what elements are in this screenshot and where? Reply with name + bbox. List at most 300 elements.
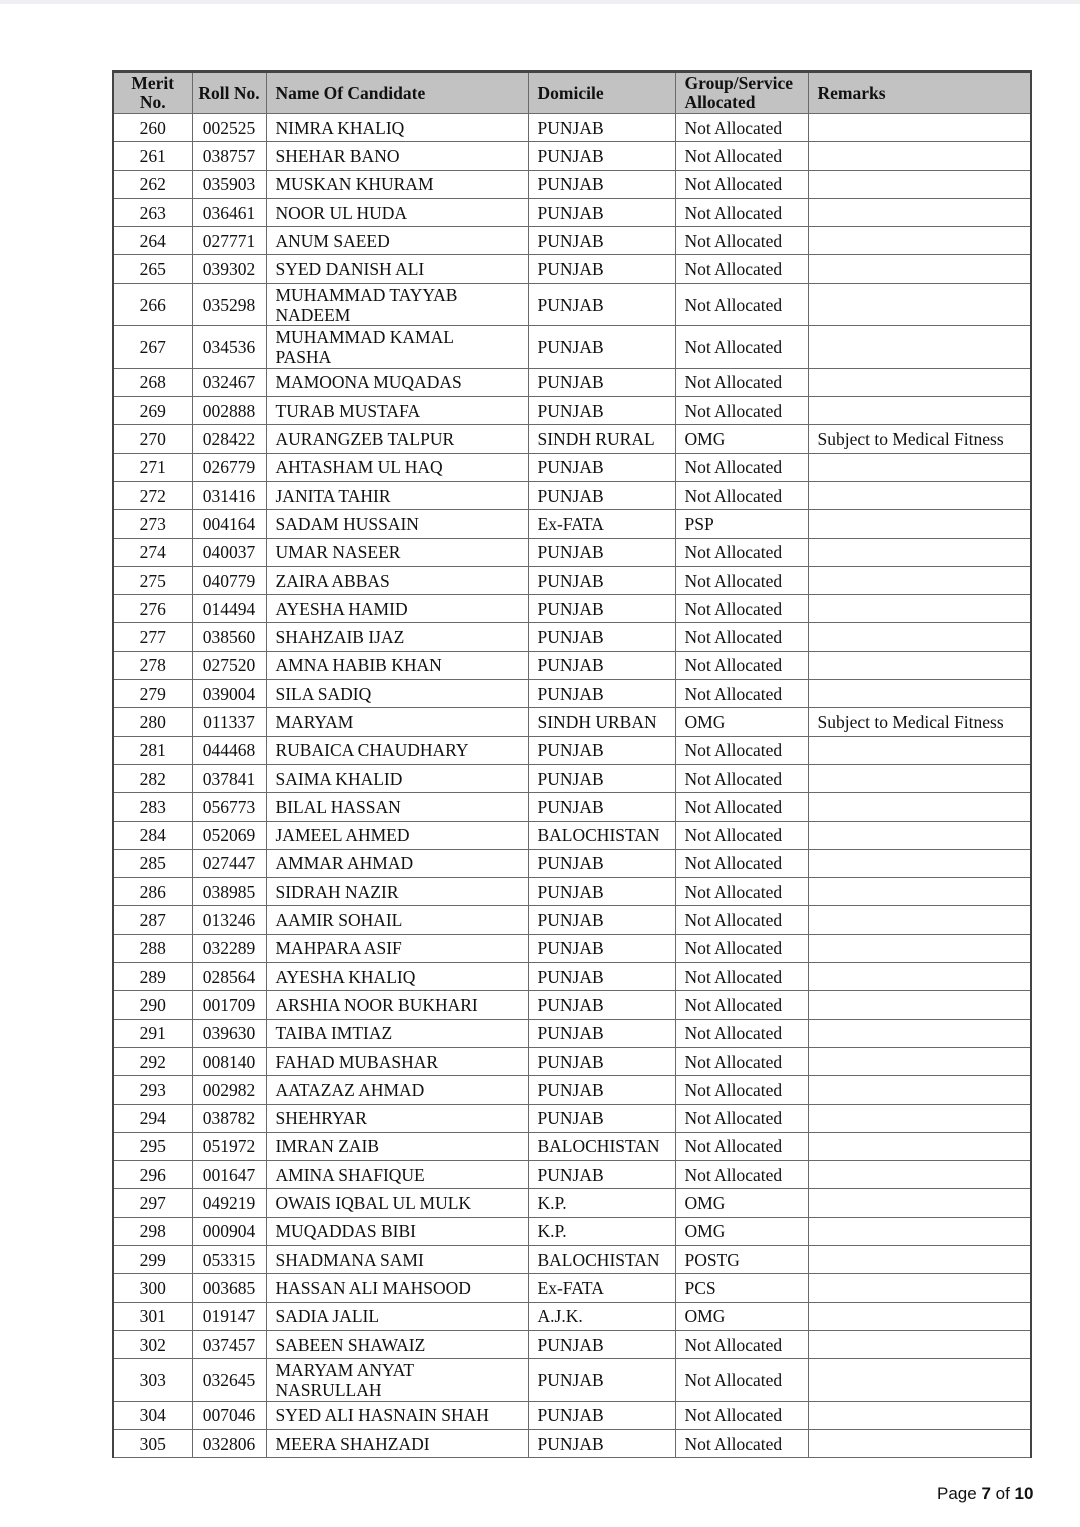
cell-remarks — [808, 198, 1031, 226]
cell-domicile: Ex-FATA — [528, 510, 675, 538]
cell-merit-no: 289 — [113, 963, 192, 991]
cell-roll-no: 028564 — [192, 963, 266, 991]
cell-roll-no: 011337 — [192, 708, 266, 736]
cell-remarks — [808, 1019, 1031, 1047]
cell-candidate-name: SHEHRYAR — [266, 1104, 528, 1132]
table-row — [113, 623, 1031, 651]
cell-domicile: PUNJAB — [528, 227, 675, 255]
cell-remarks — [808, 991, 1031, 1019]
cell-domicile: PUNJAB — [528, 453, 675, 481]
cell-roll-no: 001709 — [192, 991, 266, 1019]
cell-merit-no: 297 — [113, 1189, 192, 1217]
cell-roll-no: 032645 — [192, 1359, 266, 1402]
cell-domicile: PUNJAB — [528, 991, 675, 1019]
table-row — [113, 651, 1031, 679]
cell-remarks — [808, 142, 1031, 170]
table-row — [113, 142, 1031, 170]
cell-domicile: PUNJAB — [528, 764, 675, 792]
cell-merit-no: 260 — [113, 114, 192, 142]
cell-group-service: Not Allocated — [675, 595, 808, 623]
cell-candidate-name: NOOR UL HUDA — [266, 198, 528, 226]
cell-candidate-name: AMNA HABIB KHAN — [266, 651, 528, 679]
cell-merit-no: 302 — [113, 1330, 192, 1358]
cell-merit-no: 281 — [113, 736, 192, 764]
cell-domicile: PUNJAB — [528, 963, 675, 991]
cell-candidate-name: SABEEN SHAWAIZ — [266, 1330, 528, 1358]
cell-domicile: A.J.K. — [528, 1302, 675, 1330]
cell-roll-no: 053315 — [192, 1245, 266, 1273]
cell-merit-no: 287 — [113, 906, 192, 934]
table-row — [113, 1161, 1031, 1189]
page-sep: of — [990, 1484, 1015, 1503]
cell-roll-no: 007046 — [192, 1401, 266, 1429]
cell-domicile: BALOCHISTAN — [528, 821, 675, 849]
cell-roll-no: 027771 — [192, 227, 266, 255]
cell-group-service: Not Allocated — [675, 1047, 808, 1075]
cell-group-service: Not Allocated — [675, 623, 808, 651]
table-row — [113, 1330, 1031, 1358]
table-row — [113, 1019, 1031, 1047]
cell-remarks — [808, 397, 1031, 425]
cell-group-service: Not Allocated — [675, 1401, 808, 1429]
cell-domicile: PUNJAB — [528, 878, 675, 906]
cell-merit-no: 294 — [113, 1104, 192, 1132]
cell-group-service: Not Allocated — [675, 538, 808, 566]
cell-domicile: PUNJAB — [528, 198, 675, 226]
table-row — [113, 1401, 1031, 1429]
page-total: 10 — [1014, 1484, 1034, 1503]
cell-remarks — [808, 1104, 1031, 1132]
cell-merit-no: 296 — [113, 1161, 192, 1189]
table-row — [113, 793, 1031, 821]
cell-merit-no: 298 — [113, 1217, 192, 1245]
table-row — [113, 736, 1031, 764]
table-row — [113, 1429, 1031, 1457]
cell-roll-no: 002982 — [192, 1076, 266, 1104]
cell-group-service: Not Allocated — [675, 227, 808, 255]
cell-merit-no: 274 — [113, 538, 192, 566]
page-current: 7 — [981, 1484, 991, 1503]
cell-merit-no: 262 — [113, 170, 192, 198]
cell-group-service: Not Allocated — [675, 821, 808, 849]
cell-domicile: PUNJAB — [528, 736, 675, 764]
table-header-row — [113, 72, 1031, 114]
cell-roll-no: 002888 — [192, 397, 266, 425]
cell-group-service: Not Allocated — [675, 736, 808, 764]
cell-candidate-name: JANITA TAHIR — [266, 481, 528, 509]
cell-remarks — [808, 1302, 1031, 1330]
cell-merit-no: 301 — [113, 1302, 192, 1330]
table-row — [113, 849, 1031, 877]
cell-merit-no: 292 — [113, 1047, 192, 1075]
cell-candidate-name: SILA SADIQ — [266, 680, 528, 708]
cell-candidate-name: AMMAR AHMAD — [266, 849, 528, 877]
table-row — [113, 680, 1031, 708]
cell-merit-no: 288 — [113, 934, 192, 962]
cell-domicile: PUNJAB — [528, 1401, 675, 1429]
table-row — [113, 1359, 1031, 1402]
cell-group-service: Not Allocated — [675, 651, 808, 679]
cell-candidate-name: FAHAD MUBASHAR — [266, 1047, 528, 1075]
cell-merit-no: 264 — [113, 227, 192, 255]
cell-candidate-name: UMAR NASEER — [266, 538, 528, 566]
cell-merit-no: 295 — [113, 1132, 192, 1160]
table-row — [113, 878, 1031, 906]
cell-merit-no: 268 — [113, 368, 192, 396]
cell-remarks — [808, 1330, 1031, 1358]
cell-group-service: Not Allocated — [675, 1132, 808, 1160]
cell-remarks — [808, 1401, 1031, 1429]
cell-remarks: Subject to Medical Fitness — [808, 708, 1031, 736]
cell-candidate-name: SADAM HUSSAIN — [266, 510, 528, 538]
cell-candidate-name: MUHAMMAD TAYYAB NADEEM — [266, 283, 528, 326]
cell-domicile: PUNJAB — [528, 114, 675, 142]
cell-roll-no: 040779 — [192, 566, 266, 594]
cell-group-service: OMG — [675, 1217, 808, 1245]
cell-merit-no: 305 — [113, 1429, 192, 1457]
cell-group-service: OMG — [675, 1302, 808, 1330]
table-row — [113, 453, 1031, 481]
cell-roll-no: 032806 — [192, 1429, 266, 1457]
cell-candidate-name: MAHPARA ASIF — [266, 934, 528, 962]
cell-domicile: SINDH URBAN — [528, 708, 675, 736]
cell-group-service: PSP — [675, 510, 808, 538]
cell-group-service: POSTG — [675, 1245, 808, 1273]
cell-remarks — [808, 1245, 1031, 1273]
table-row — [113, 1302, 1031, 1330]
cell-domicile: PUNJAB — [528, 793, 675, 821]
cell-remarks — [808, 283, 1031, 326]
cell-roll-no: 038757 — [192, 142, 266, 170]
cell-merit-no: 279 — [113, 680, 192, 708]
cell-domicile: PUNJAB — [528, 934, 675, 962]
cell-group-service: Not Allocated — [675, 114, 808, 142]
cell-roll-no: 049219 — [192, 1189, 266, 1217]
cell-candidate-name: SHEHAR BANO — [266, 142, 528, 170]
cell-group-service: Not Allocated — [675, 170, 808, 198]
cell-domicile: PUNJAB — [528, 1047, 675, 1075]
table-row — [113, 425, 1031, 453]
cell-merit-no: 272 — [113, 481, 192, 509]
cell-candidate-name: MARYAM — [266, 708, 528, 736]
cell-remarks — [808, 878, 1031, 906]
cell-merit-no: 286 — [113, 878, 192, 906]
cell-remarks — [808, 934, 1031, 962]
cell-remarks — [808, 764, 1031, 792]
cell-domicile: PUNJAB — [528, 481, 675, 509]
cell-roll-no: 001647 — [192, 1161, 266, 1189]
cell-remarks — [808, 1047, 1031, 1075]
cell-group-service: Not Allocated — [675, 255, 808, 283]
cell-candidate-name: MUHAMMAD KAMAL PASHA — [266, 326, 528, 369]
cell-merit-no: 273 — [113, 510, 192, 538]
table-row — [113, 227, 1031, 255]
cell-domicile: PUNJAB — [528, 651, 675, 679]
cell-candidate-name: AYESHA HAMID — [266, 595, 528, 623]
cell-candidate-name: MARYAM ANYAT NASRULLAH — [266, 1359, 528, 1402]
cell-candidate-name: SADIA JALIL — [266, 1302, 528, 1330]
cell-domicile: BALOCHISTAN — [528, 1132, 675, 1160]
cell-remarks — [808, 170, 1031, 198]
table-row — [113, 1274, 1031, 1302]
cell-group-service: Not Allocated — [675, 1161, 808, 1189]
cell-candidate-name: AHTASHAM UL HAQ — [266, 453, 528, 481]
cell-group-service: Not Allocated — [675, 283, 808, 326]
cell-domicile: PUNJAB — [528, 1076, 675, 1104]
header-remarks: Remarks — [808, 72, 1031, 114]
cell-domicile: K.P. — [528, 1217, 675, 1245]
cell-merit-no: 300 — [113, 1274, 192, 1302]
cell-group-service: Not Allocated — [675, 680, 808, 708]
cell-merit-no: 269 — [113, 397, 192, 425]
table-row — [113, 283, 1031, 326]
cell-roll-no: 032289 — [192, 934, 266, 962]
table-row — [113, 991, 1031, 1019]
cell-domicile: PUNJAB — [528, 1019, 675, 1047]
cell-remarks: Subject to Medical Fitness — [808, 425, 1031, 453]
cell-merit-no: 303 — [113, 1359, 192, 1402]
table-row — [113, 170, 1031, 198]
cell-remarks — [808, 538, 1031, 566]
cell-roll-no: 056773 — [192, 793, 266, 821]
cell-group-service: Not Allocated — [675, 1429, 808, 1457]
cell-group-service: Not Allocated — [675, 793, 808, 821]
cell-merit-no: 299 — [113, 1245, 192, 1273]
cell-domicile: PUNJAB — [528, 326, 675, 369]
cell-group-service: Not Allocated — [675, 1359, 808, 1402]
cell-roll-no: 008140 — [192, 1047, 266, 1075]
table-row — [113, 397, 1031, 425]
cell-merit-no: 266 — [113, 283, 192, 326]
cell-domicile: PUNJAB — [528, 623, 675, 651]
cell-group-service: PCS — [675, 1274, 808, 1302]
cell-roll-no: 026779 — [192, 453, 266, 481]
cell-domicile: Ex-FATA — [528, 1274, 675, 1302]
cell-domicile: PUNJAB — [528, 397, 675, 425]
cell-roll-no: 035298 — [192, 283, 266, 326]
cell-group-service: Not Allocated — [675, 1019, 808, 1047]
cell-candidate-name: AATAZAZ AHMAD — [266, 1076, 528, 1104]
table-row — [113, 821, 1031, 849]
cell-candidate-name: SYED ALI HASNAIN SHAH — [266, 1401, 528, 1429]
cell-remarks — [808, 1161, 1031, 1189]
header-roll-no: Roll No. — [192, 72, 266, 114]
cell-roll-no: 037841 — [192, 764, 266, 792]
cell-roll-no: 014494 — [192, 595, 266, 623]
table-row — [113, 1104, 1031, 1132]
cell-remarks — [808, 566, 1031, 594]
header-group-service: Group/Service Allocated — [675, 72, 808, 114]
table-row — [113, 566, 1031, 594]
cell-candidate-name: ARSHIA NOOR BUKHARI — [266, 991, 528, 1019]
cell-merit-no: 290 — [113, 991, 192, 1019]
cell-domicile: PUNJAB — [528, 1429, 675, 1457]
cell-group-service: OMG — [675, 425, 808, 453]
table-row — [113, 1245, 1031, 1273]
cell-roll-no: 004164 — [192, 510, 266, 538]
cell-candidate-name: MEERA SHAHZADI — [266, 1429, 528, 1457]
cell-roll-no: 037457 — [192, 1330, 266, 1358]
table-row — [113, 255, 1031, 283]
cell-group-service: Not Allocated — [675, 326, 808, 369]
cell-candidate-name: JAMEEL AHMED — [266, 821, 528, 849]
cell-roll-no: 040037 — [192, 538, 266, 566]
cell-roll-no: 039004 — [192, 680, 266, 708]
table-row — [113, 934, 1031, 962]
cell-candidate-name: SAIMA KHALID — [266, 764, 528, 792]
cell-remarks — [808, 1429, 1031, 1457]
cell-roll-no: 031416 — [192, 481, 266, 509]
cell-group-service: OMG — [675, 708, 808, 736]
cell-merit-no: 304 — [113, 1401, 192, 1429]
cell-domicile: BALOCHISTAN — [528, 1245, 675, 1273]
cell-roll-no: 032467 — [192, 368, 266, 396]
table-row — [113, 963, 1031, 991]
table-row — [113, 538, 1031, 566]
cell-remarks — [808, 849, 1031, 877]
cell-remarks — [808, 114, 1031, 142]
cell-roll-no: 035903 — [192, 170, 266, 198]
cell-group-service: Not Allocated — [675, 764, 808, 792]
cell-candidate-name: ANUM SAEED — [266, 227, 528, 255]
cell-group-service: Not Allocated — [675, 368, 808, 396]
cell-remarks — [808, 1359, 1031, 1402]
cell-group-service: Not Allocated — [675, 142, 808, 170]
cell-domicile: PUNJAB — [528, 1104, 675, 1132]
table-row — [113, 1189, 1031, 1217]
cell-group-service: Not Allocated — [675, 963, 808, 991]
cell-merit-no: 293 — [113, 1076, 192, 1104]
cell-merit-no: 283 — [113, 793, 192, 821]
cell-merit-no: 277 — [113, 623, 192, 651]
cell-merit-no: 265 — [113, 255, 192, 283]
cell-domicile: PUNJAB — [528, 566, 675, 594]
cell-roll-no: 051972 — [192, 1132, 266, 1160]
cell-candidate-name: HASSAN ALI MAHSOOD — [266, 1274, 528, 1302]
cell-group-service: OMG — [675, 1189, 808, 1217]
table-row — [113, 708, 1031, 736]
cell-remarks — [808, 227, 1031, 255]
table-row — [113, 510, 1031, 538]
cell-group-service: Not Allocated — [675, 849, 808, 877]
cell-group-service: Not Allocated — [675, 1104, 808, 1132]
cell-candidate-name: RUBAICA CHAUDHARY — [266, 736, 528, 764]
cell-roll-no: 013246 — [192, 906, 266, 934]
cell-candidate-name: MUQADDAS BIBI — [266, 1217, 528, 1245]
cell-remarks — [808, 680, 1031, 708]
cell-candidate-name: SIDRAH NAZIR — [266, 878, 528, 906]
cell-merit-no: 271 — [113, 453, 192, 481]
cell-candidate-name: IMRAN ZAIB — [266, 1132, 528, 1160]
header-domicile: Domicile — [528, 72, 675, 114]
cell-merit-no: 275 — [113, 566, 192, 594]
cell-remarks — [808, 255, 1031, 283]
header-name-of-candidate: Name Of Candidate — [266, 72, 528, 114]
cell-remarks — [808, 1274, 1031, 1302]
cell-group-service: Not Allocated — [675, 453, 808, 481]
cell-domicile: PUNJAB — [528, 1359, 675, 1402]
cell-candidate-name: AAMIR SOHAIL — [266, 906, 528, 934]
cell-merit-no: 278 — [113, 651, 192, 679]
cell-remarks — [808, 453, 1031, 481]
cell-remarks — [808, 1076, 1031, 1104]
cell-remarks — [808, 1217, 1031, 1245]
table-row — [113, 368, 1031, 396]
cell-group-service: Not Allocated — [675, 906, 808, 934]
table-row — [113, 1047, 1031, 1075]
cell-remarks — [808, 651, 1031, 679]
cell-candidate-name: TURAB MUSTAFA — [266, 397, 528, 425]
header-merit-no: Merit No. — [113, 72, 192, 114]
cell-merit-no: 285 — [113, 849, 192, 877]
table-row — [113, 906, 1031, 934]
table-row — [113, 1132, 1031, 1160]
cell-remarks — [808, 623, 1031, 651]
table-row — [113, 326, 1031, 369]
cell-domicile: SINDH RURAL — [528, 425, 675, 453]
cell-merit-no: 291 — [113, 1019, 192, 1047]
cell-candidate-name: AMINA SHAFIQUE — [266, 1161, 528, 1189]
cell-group-service: Not Allocated — [675, 991, 808, 1019]
cell-roll-no: 027447 — [192, 849, 266, 877]
cell-group-service: Not Allocated — [675, 1330, 808, 1358]
top-strip — [0, 0, 1080, 4]
cell-domicile: PUNJAB — [528, 1161, 675, 1189]
cell-candidate-name: MUSKAN KHURAM — [266, 170, 528, 198]
cell-candidate-name: TAIBA IMTIAZ — [266, 1019, 528, 1047]
cell-merit-no: 261 — [113, 142, 192, 170]
table-row — [113, 764, 1031, 792]
cell-candidate-name: SHADMANA SAMI — [266, 1245, 528, 1273]
cell-remarks — [808, 368, 1031, 396]
cell-domicile: PUNJAB — [528, 142, 675, 170]
cell-group-service: Not Allocated — [675, 481, 808, 509]
cell-remarks — [808, 736, 1031, 764]
cell-remarks — [808, 1132, 1031, 1160]
cell-domicile: PUNJAB — [528, 368, 675, 396]
table-row — [113, 595, 1031, 623]
cell-merit-no: 267 — [113, 326, 192, 369]
cell-group-service: Not Allocated — [675, 198, 808, 226]
cell-roll-no: 002525 — [192, 114, 266, 142]
cell-group-service: Not Allocated — [675, 566, 808, 594]
cell-candidate-name: BILAL HASSAN — [266, 793, 528, 821]
cell-group-service: Not Allocated — [675, 1076, 808, 1104]
cell-candidate-name: NIMRA KHALIQ — [266, 114, 528, 142]
cell-remarks — [808, 1189, 1031, 1217]
cell-domicile: PUNJAB — [528, 906, 675, 934]
page-number — [937, 1484, 1033, 1504]
cell-roll-no: 044468 — [192, 736, 266, 764]
cell-merit-no: 263 — [113, 198, 192, 226]
cell-remarks — [808, 595, 1031, 623]
cell-roll-no: 028422 — [192, 425, 266, 453]
cell-remarks — [808, 821, 1031, 849]
cell-candidate-name: OWAIS IQBAL UL MULK — [266, 1189, 528, 1217]
cell-roll-no: 038560 — [192, 623, 266, 651]
cell-remarks — [808, 963, 1031, 991]
cell-domicile: PUNJAB — [528, 255, 675, 283]
cell-roll-no: 039630 — [192, 1019, 266, 1047]
cell-candidate-name: ZAIRA ABBAS — [266, 566, 528, 594]
cell-merit-no: 270 — [113, 425, 192, 453]
cell-group-service: Not Allocated — [675, 934, 808, 962]
cell-domicile: PUNJAB — [528, 283, 675, 326]
table-row — [113, 1076, 1031, 1104]
cell-roll-no: 003685 — [192, 1274, 266, 1302]
cell-roll-no: 034536 — [192, 326, 266, 369]
cell-domicile: K.P. — [528, 1189, 675, 1217]
